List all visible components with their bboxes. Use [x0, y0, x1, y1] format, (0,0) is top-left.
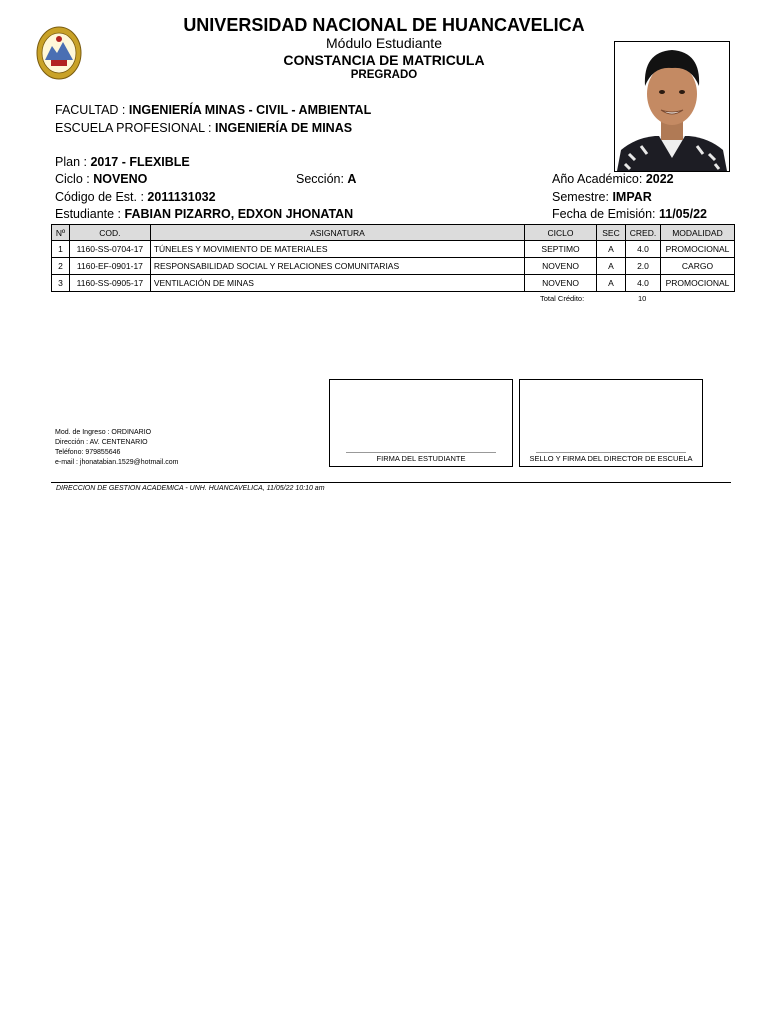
- cell-modality: PROMOCIONAL: [660, 241, 734, 258]
- semestre-label: Semestre:: [552, 190, 613, 204]
- university-name: UNIVERSIDAD NACIONAL DE HUANCAVELICA: [183, 15, 585, 35]
- cell-number: 3: [52, 275, 70, 292]
- student-signature-box: [329, 379, 513, 467]
- col-header-number: Nº: [52, 225, 70, 241]
- director-signature-box: [519, 379, 703, 467]
- footer-divider: [51, 482, 731, 483]
- table-row: [52, 241, 735, 258]
- contact-block: [55, 428, 178, 468]
- student-photo: [614, 41, 730, 172]
- codigo-value: 2011131032: [147, 190, 216, 204]
- col-header-cycle: CICLO: [525, 225, 597, 241]
- cell-credits: 4.0: [625, 275, 660, 292]
- semestre-line: [552, 190, 652, 204]
- phone: Teléfono: 979855646: [55, 449, 121, 456]
- cell-section: A: [597, 275, 626, 292]
- director-signature-label: SELLO Y FIRMA DEL DIRECTOR DE ESCUELA: [529, 454, 693, 463]
- cell-credits: 2.0: [625, 258, 660, 275]
- seccion-value: A: [347, 172, 357, 186]
- cell-code: 1160-SS-0905-17: [69, 275, 150, 292]
- email: e-mail : jhonatabian.1529@hotmail.com: [55, 459, 179, 466]
- estudiante-label: Estudiante :: [55, 207, 125, 221]
- escuela-value: INGENIERÍA DE MINAS: [215, 121, 353, 135]
- address: Dirección : AV. CENTENARIO: [55, 439, 148, 446]
- total-credit-label: Total Crédito:: [540, 294, 585, 303]
- facultad-line: [55, 103, 371, 117]
- student-signature-label: FIRMA DEL ESTUDIANTE: [376, 454, 466, 463]
- col-header-credits: CRED.: [625, 225, 660, 241]
- footer-text: DIRECCION DE GESTION ACADEMICA - UNH. HUANCAVELICA, 11/05/22 10:10 am: [56, 485, 325, 492]
- col-header-code: COD.: [69, 225, 150, 241]
- anio-value: 2022: [645, 172, 674, 186]
- seccion-label: Sección:: [296, 172, 348, 186]
- plan-line: [55, 155, 190, 169]
- table-row: [52, 258, 735, 275]
- document-title: CONSTANCIA DE MATRICULA: [283, 52, 485, 68]
- cell-code: 1160-EF-0901-17: [69, 258, 150, 275]
- plan-value: 2017 - FLEXIBLE: [90, 155, 190, 169]
- cell-modality: PROMOCIONAL: [660, 275, 734, 292]
- codigo-line: [55, 190, 216, 204]
- estudiante-value: FABIAN PIZARRO, EDXON JHONATAN: [124, 207, 354, 221]
- ciclo-value: NOVENO: [93, 172, 148, 186]
- cell-subject: VENTILACIÓN DE MINAS: [150, 275, 524, 292]
- cell-modality: CARGO: [660, 258, 734, 275]
- cell-subject: TÚNELES Y MOVIMIENTO DE MATERIALES: [150, 241, 524, 258]
- escuela-line: [55, 121, 352, 135]
- ciclo-label: Ciclo :: [55, 172, 94, 186]
- cell-cycle: SEPTIMO: [525, 241, 597, 258]
- cell-section: A: [597, 241, 626, 258]
- courses-table: [51, 224, 735, 292]
- codigo-label: Código de Est. :: [55, 190, 148, 204]
- col-header-section: SEC: [597, 225, 626, 241]
- cell-code: 1160-SS-0704-17: [69, 241, 150, 258]
- table-row: [52, 275, 735, 292]
- cell-subject: RESPONSABILIDAD SOCIAL Y RELACIONES COMUNITARIAS: [150, 258, 524, 275]
- seccion-line: [296, 172, 356, 186]
- admission-mode: Mod. de Ingreso : ORDINARIO: [55, 429, 152, 436]
- fecha-line: [552, 207, 707, 221]
- table-header-row: [52, 225, 735, 241]
- level-label: PREGRADO: [350, 69, 418, 81]
- cell-cycle: NOVENO: [525, 258, 597, 275]
- facultad-value: INGENIERÍA MINAS - CIVIL - AMBIENTAL: [128, 103, 372, 117]
- anio-line: [552, 172, 674, 186]
- col-header-subject: ASIGNATURA: [150, 225, 524, 241]
- module-name: Módulo Estudiante: [326, 35, 442, 51]
- total-credit-value: 10: [638, 294, 647, 303]
- ciclo-line: [55, 172, 147, 186]
- col-header-modality: MODALIDAD: [660, 225, 734, 241]
- estudiante-line: [55, 207, 353, 221]
- facultad-label: FACULTAD :: [55, 103, 129, 117]
- cell-number: 2: [52, 258, 70, 275]
- fecha-value: 11/05/22: [659, 207, 707, 221]
- anio-label: Año Académico:: [552, 172, 646, 186]
- cell-section: A: [597, 258, 626, 275]
- plan-label: Plan :: [55, 155, 91, 169]
- escuela-label: ESCUELA PROFESIONAL :: [55, 121, 216, 135]
- cell-credits: 4.0: [625, 241, 660, 258]
- fecha-label: Fecha de Emisión:: [552, 207, 659, 221]
- cell-number: 1: [52, 241, 70, 258]
- cell-cycle: NOVENO: [525, 275, 597, 292]
- semestre-value: IMPAR: [612, 190, 652, 204]
